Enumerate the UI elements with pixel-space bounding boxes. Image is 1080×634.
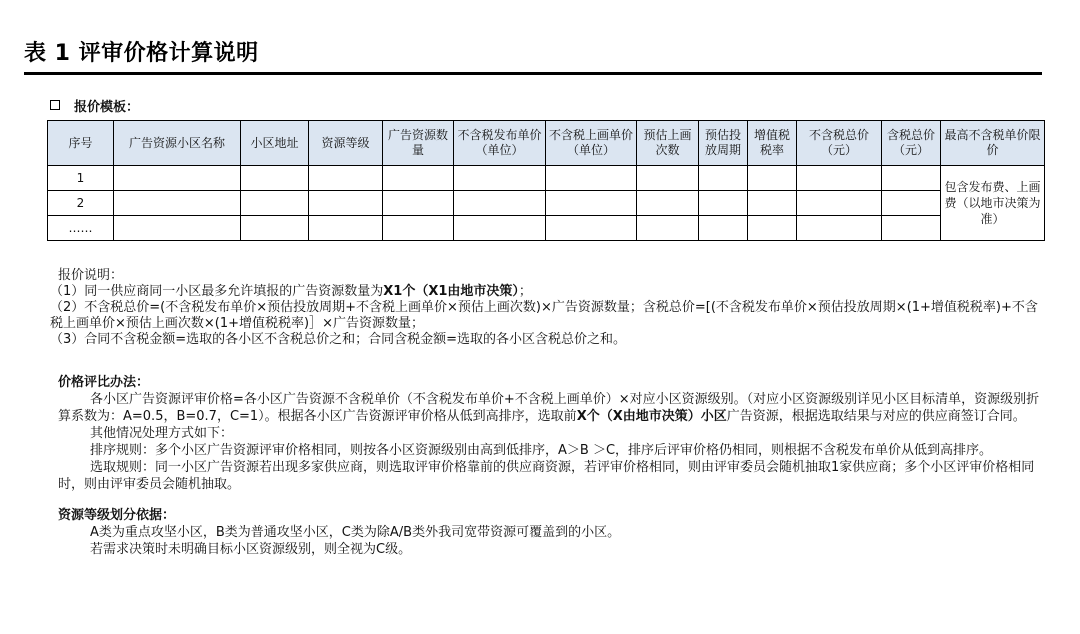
- quote-notes-heading: 报价说明：: [58, 268, 124, 283]
- table-cell: [797, 166, 882, 191]
- table-cell: [797, 191, 882, 216]
- table-cell: [748, 166, 797, 191]
- col-header: 资源等级: [309, 121, 383, 166]
- table-cell: [383, 166, 454, 191]
- table-cell: [546, 216, 637, 241]
- sorting-rule: 排序规则：多个小区广告资源评审价格相同，则按各小区资源级别由高到低排序，A＞B ＞C，排序后评审价格仍相同，则根据不含税发布单价从低到高排序。: [90, 443, 993, 458]
- paragraph-text: 各小区广告资源评审价格=各小区广告资源不含税单价（不含税发布单价+不含税上画单价）×对应小区资源级别。（对应小区资源级别详见小区目标清单，资源级别折算系数为：A=0.5，B=0.7，C=1）。根据各小区广告资源评审价格从低到高排序，选取前: [58, 392, 1040, 424]
- square-bullet-icon: [50, 100, 60, 110]
- table-cell: [114, 166, 241, 191]
- table-cell: [546, 166, 637, 191]
- table-cell: [699, 191, 748, 216]
- table-cell: [797, 216, 882, 241]
- row-number: 1: [48, 166, 114, 191]
- table-cell: [882, 166, 941, 191]
- col-header: 含税总价（元）: [882, 121, 941, 166]
- other-cases-line: 其他情况处理方式如下：: [90, 426, 234, 441]
- quote-template-table: [47, 120, 1045, 241]
- col-header: 增值税税率: [748, 121, 797, 166]
- quote-notes: [50, 268, 1050, 348]
- table-cell: [241, 216, 309, 241]
- table-cell: [309, 191, 383, 216]
- table-cell: [748, 191, 797, 216]
- table-cell: [637, 191, 699, 216]
- page-title: 表 1 评审价格计算说明: [24, 41, 259, 66]
- table-cell: [454, 216, 546, 241]
- col-header: 预估投放周期: [699, 121, 748, 166]
- table-cell: [114, 216, 241, 241]
- template-heading-text: 报价模板：: [74, 100, 140, 115]
- paragraph-emphasis: X个（X由地市决策）小区: [576, 409, 727, 424]
- col-header: 小区地址: [241, 121, 309, 166]
- grade-basis-line-1: A类为重点攻坚小区，B类为普通攻坚小区，C类为除A/B类外我司宽带资源可覆盖到的小区。: [90, 525, 621, 540]
- col-header: 序号: [48, 121, 114, 166]
- table-cell: [454, 191, 546, 216]
- table-cell: [748, 216, 797, 241]
- table-cell: [241, 166, 309, 191]
- grade-basis-line-2: 若需求决策时未明确目标小区资源级别，则全视为C级。: [90, 542, 412, 557]
- grade-basis-heading: 资源等级划分依据：: [58, 508, 176, 523]
- note-text: ；: [518, 284, 532, 299]
- col-header: 不含税发布单价（单位）: [454, 121, 546, 166]
- price-method-heading: 价格评比办法：: [58, 375, 150, 390]
- col-header: 广告资源小区名称: [114, 121, 241, 166]
- quote-note-item-3: （3）合同不含税金额=选取的各小区不含税总价之和；合同含税金额=选取的各小区含税总价之和。: [50, 332, 627, 347]
- quote-note-item-2: （2）不含税总价=(不含税发布单价×预估投放周期+不含税上画单价×预估上画次数)×广告资源数量；含税总价=[(不含税发布单价×预估投放周期×(1+增值税税率)+不含税上画单价×预估上画次数×(1+增值税税率)］×广告资源数量；: [50, 300, 1038, 331]
- table-cell: [699, 216, 748, 241]
- col-header: 不含税总价（元）: [797, 121, 882, 166]
- table-header-row: [48, 121, 1045, 166]
- table-cell: [383, 216, 454, 241]
- note-emphasis: X1个（X1由地市决策）: [383, 284, 519, 299]
- paragraph-text: 广告资源，根据选取结果与对应的供应商签订合同。: [726, 409, 1026, 424]
- col-header: 预估上画次数: [637, 121, 699, 166]
- row-number: ……: [48, 216, 114, 241]
- table-cell: [454, 166, 546, 191]
- table-cell: [114, 191, 241, 216]
- note-text: （1）同一供应商同一小区最多允许填报的广告资源数量为: [50, 284, 384, 299]
- table-cell: [882, 191, 941, 216]
- table-cell: [309, 166, 383, 191]
- quote-note-item-1: [50, 284, 1050, 300]
- table-cell: [309, 216, 383, 241]
- price-method-paragraph: [58, 391, 1043, 425]
- evaluation-rules: [58, 374, 1043, 558]
- table-row: [48, 191, 1045, 216]
- table-cell: [383, 191, 454, 216]
- table-cell: [546, 191, 637, 216]
- row-number: 2: [48, 191, 114, 216]
- col-header: 广告资源数量: [383, 121, 454, 166]
- col-header: 最高不含税单价限价: [941, 121, 1045, 166]
- table-row: [48, 216, 1045, 241]
- price-limit-note: 包含发布费、上画费（以地市决策为准）: [941, 166, 1045, 241]
- table-row: [48, 166, 1045, 191]
- table-cell: [241, 191, 309, 216]
- col-header: 不含税上画单价（单位）: [546, 121, 637, 166]
- selection-rule: 选取规则：同一小区广告资源若出现多家供应商，则选取评审价格靠前的供应商资源，若评审价格相同，则由评审委员会随机抽取1家供应商；多个小区评审价格相同时，则由评审委员会随机抽取。: [58, 460, 1035, 492]
- table-cell: [637, 216, 699, 241]
- table-cell: [699, 166, 748, 191]
- template-heading: [50, 96, 139, 115]
- title-divider: [24, 72, 1042, 75]
- table-cell: [637, 166, 699, 191]
- table-cell: [882, 216, 941, 241]
